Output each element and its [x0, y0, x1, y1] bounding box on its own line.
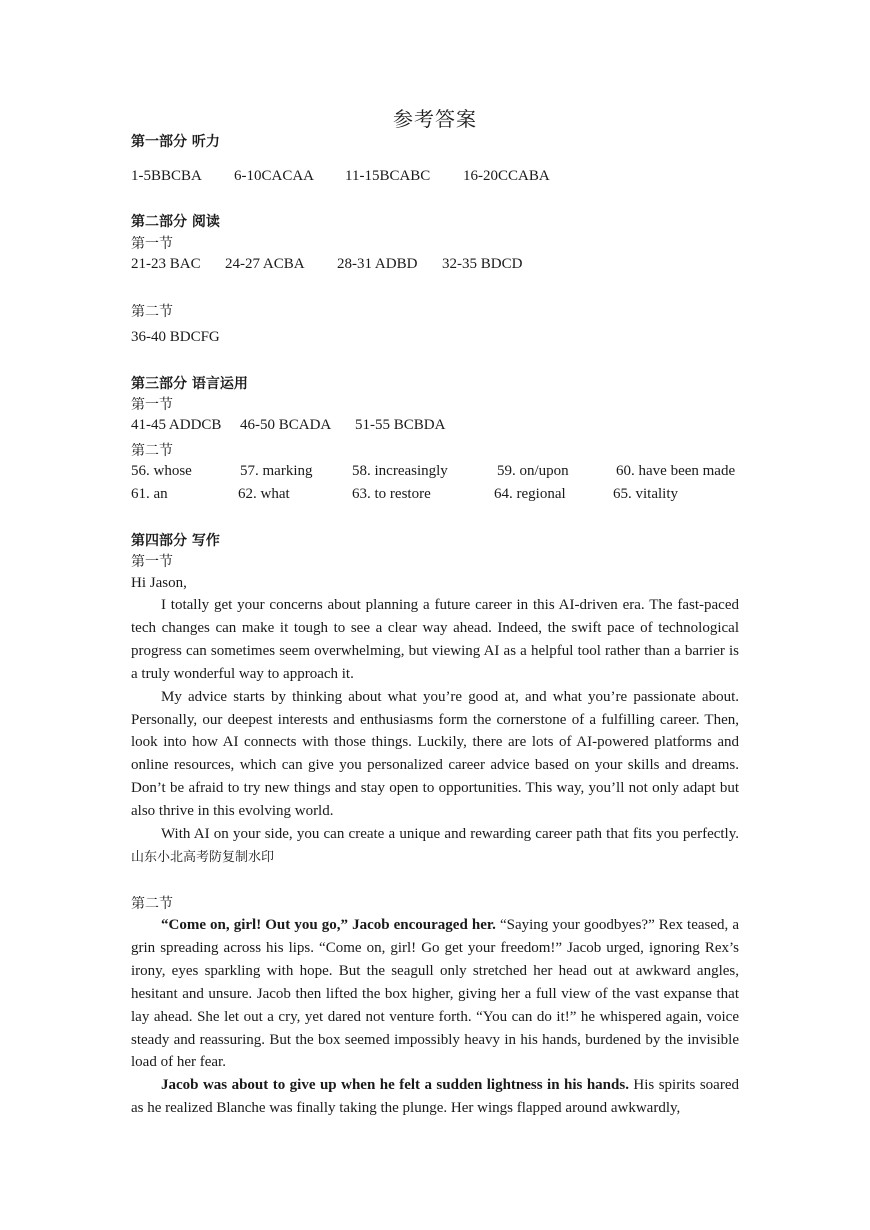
answer-item: 58. increasingly: [352, 463, 448, 479]
answer-item: 62. what: [238, 486, 290, 502]
answer-item: 59. on/upon: [497, 463, 569, 479]
answer-item: 63. to restore: [352, 486, 431, 502]
answer-group: 32-35 BDCD: [442, 256, 523, 272]
answer-group: 36-40 BDCFG: [131, 329, 220, 345]
letter-greeting: Hi Jason,: [131, 575, 187, 591]
part2-section2: 第二节: [131, 304, 173, 320]
letter-body: [131, 594, 739, 870]
story-paragraph: Jacob was about to give up when he felt a sudden lightness in his hands. His spirits soared as he realized Blanche was finally taking the plunge. Her wings flapped around awkwardly,: [131, 1077, 739, 1117]
part2-heading: 第二部分 阅读: [131, 214, 220, 230]
answer-group: 1-5BBCBA: [131, 168, 202, 184]
page-title: 参考答案: [393, 107, 477, 131]
part2-section1: 第一节: [131, 236, 173, 252]
answer-group: 24-27 ACBA: [225, 256, 305, 272]
part3-section2: 第二节: [131, 443, 173, 459]
part3-section1: 第一节: [131, 397, 173, 413]
answer-group: 28-31 ADBD: [337, 256, 418, 272]
answer-group: 21-23 BAC: [131, 256, 201, 272]
part1-heading: 第一部分 听力: [131, 134, 220, 150]
answer-group: 6-10CACAA: [234, 168, 315, 184]
part4-heading: 第四部分 写作: [131, 533, 220, 549]
answer-group: 11-15BCABC: [345, 168, 431, 184]
answer-item: 65. vitality: [613, 486, 678, 502]
answer-item: 60. have been made: [616, 463, 736, 479]
answer-group: 46-50 BCADA: [240, 417, 332, 433]
part3-heading: 第三部分 语言运用: [131, 376, 248, 392]
answer-item: 64. regional: [494, 486, 566, 502]
letter-paragraph: I totally get your concerns about planning a future career in this AI-driven era. The fast-paced tech changes can make it tough to see a clear way ahead. Indeed, the swift pace of technological progress can sometimes seem overwhelming, but viewing AI as a helpful tool rather than a barrier is a truly wonderful way to approach it.: [131, 597, 739, 682]
answer-group: 41-45 ADDCB: [131, 417, 222, 433]
answer-item: 56. whose: [131, 463, 192, 479]
answer-item: 61. an: [131, 486, 168, 502]
watermark-text: 山东小北高考防复制水印: [131, 849, 275, 865]
answer-item: 57. marking: [240, 463, 313, 479]
part4-section2: 第二节: [131, 896, 173, 912]
part4-section1: 第一节: [131, 554, 173, 570]
continuation-body: [131, 914, 739, 1120]
answer-group: 51-55 BCBDA: [355, 417, 446, 433]
story-paragraph: “Come on, girl! Out you go,” Jacob encouraged her. “Saying your goodbyes?” Rex teased, a grin spreading across his lips. “Come on, girl! Go get your freedom!” Jacob urged, ignoring Rex’s irony, eyes sparkling with hope. But the seagull only stretched her head out at awkward angles, hesitant and unsure. Jacob then lifted the box higher, giving her a full view of the vast expanse that lay ahead. She let out a cry, yet dared not venture forth. “You can do it!” he whispered again, voice steady and reassuring. But the box seemed impossibly heavy in his hands, burdened by the invisible load of her fear.: [131, 917, 739, 1071]
letter-paragraph: My advice starts by thinking about what you’re good at, and what you’re passionate about. Personally, our deepest interests and enthusiasms form the cornerstone of a fulfilling career. Then, look into how AI connects with those things. Luckily, there are lots of AI-powered platforms and online resources, which can give you personalized career advice based on your skills and dreams. Don’t be afraid to try new things and stay open to opportunities. This way, you’ll not only adapt but also thrive in this evolving world.: [131, 688, 739, 820]
letter-paragraph: With AI on your side, you can create a unique and rewarding career path that fits you perfectly. 山东小北高考防复制水印: [131, 826, 739, 865]
answer-group: 16-20CCABA: [463, 168, 550, 184]
